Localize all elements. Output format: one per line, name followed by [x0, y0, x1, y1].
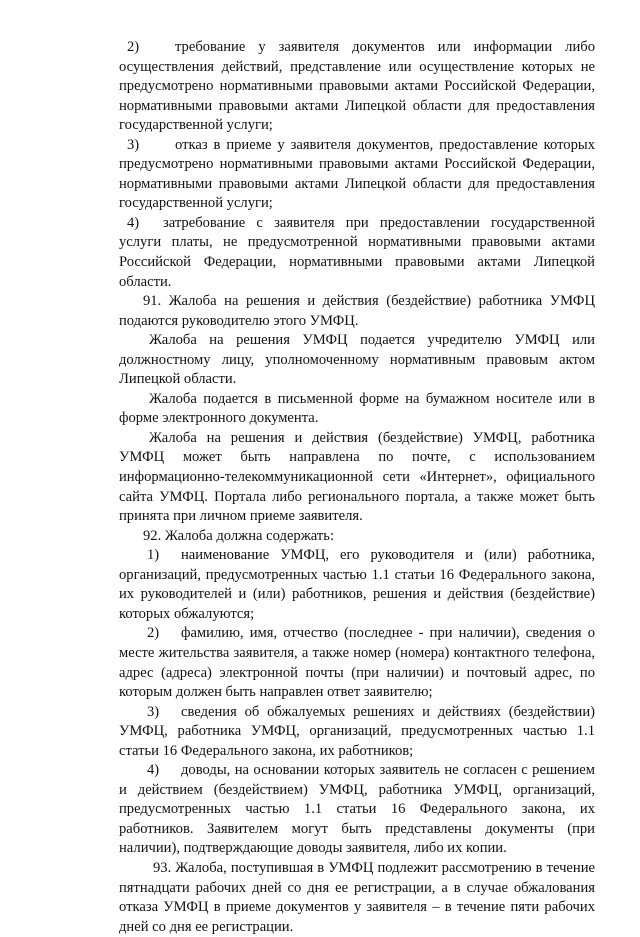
item-text: затребование с заявителя при предоставлении государственной услуги платы, не предусмотренной нормативными правовыми актами Российской Федерации, нормативными правовыми актами Липецкой области. [119, 214, 595, 290]
item-text: доводы, на основании которых заявитель не согласен с решением и действием (бездействием) УМФЦ, работника УМФЦ, организаций, предусмотренных частью 1.1 статьи 16 Федерального закона, их работников. Заявителем могут быть представлены документы (при наличии), подтверждающие доводы заявителя, либо их копии. [119, 762, 595, 857]
list-item [119, 624, 595, 702]
list-item [119, 136, 595, 214]
item-number: 2) [147, 625, 160, 642]
paragraph-92: 92. Жалоба должна содержать: [143, 527, 334, 544]
paragraph-umfc-complaint: Жалоба на решения УМФЦ подается учредителю УМФЦ или должностному лицу, уполномоченному нормативным правовым актом Липецкой области. [119, 332, 595, 388]
item-text: сведения об обжалуемых решениях и действиях (бездействии) УМФЦ, работника УМФЦ, организаций, предусмотренных частью 1.1 статьи 16 Федерального закона, их работников; [119, 703, 595, 759]
item-number: 3) [147, 703, 160, 720]
paragraph-complaint-form: Жалоба подается в письменной форме на бумажном носителе или в форме электронного документа. [119, 390, 595, 427]
item-number: 2) [127, 39, 140, 55]
document-body [119, 38, 595, 937]
list-item [119, 546, 595, 624]
paragraph-complaint-channels: Жалоба на решения и действия (бездействие) УМФЦ, работника УМФЦ может быть направлена по почте, с использованием информационно-телекоммуникационной сети «Интернет», официального сайта УМФЦ. Портала либо регионального портала, а также может быть принята при личном приеме заявителя. [119, 429, 595, 525]
list-item [119, 214, 595, 292]
item-text: фамилию, имя, отчество (последнее - при наличии), сведения о месте жительства заявителя, а также номер (номера) контактного телефона, адрес (адреса) электронной почты (при наличии) и почтовый адрес, по которым должен быть направлен ответ заявителю; [119, 625, 595, 701]
item-text: требование у заявителя документов или информации либо осуществления действий, представление или осуществление которых не предусмотрено нормативными правовыми актами Российской Федерации, нормативными правовыми актами Липецкой области для предоставления государственной услуги; [119, 39, 595, 134]
item-text: отказ в приеме у заявителя документов, предоставление которых предусмотрено нормативными правовыми актами Российской Федерации, нормативными правовыми актами Липецкой области для предоставления государственной услуги; [119, 136, 595, 212]
item-number: 3) [127, 136, 140, 153]
list-item [119, 761, 595, 859]
item-number: 1) [147, 547, 160, 564]
item-number: 4) [147, 762, 160, 779]
paragraph-93: 93. Жалоба, поступившая в УМФЦ подлежит рассмотрению в течение пятнадцати рабочих дней со дня ее регистрации, а в случае обжалования отказа УМФЦ в приеме документов у заявителя – в течение пяти рабочих дней со дня ее регистрации. [119, 859, 595, 935]
paragraph-91: 91. Жалоба на решения и действия (бездействие) работника УМФЦ подаются руководителю этого УМФЦ. [119, 293, 595, 329]
item-text: наименование УМФЦ, его руководителя и (или) работника, организаций, предусмотренных частью 1.1 статьи 16 Федерального закона, их руководителей и (или) работников, решения и действия (бездействие) которых обжалуются; [119, 547, 595, 622]
list-item [119, 38, 595, 136]
item-number: 4) [127, 214, 140, 231]
list-item [119, 703, 595, 762]
